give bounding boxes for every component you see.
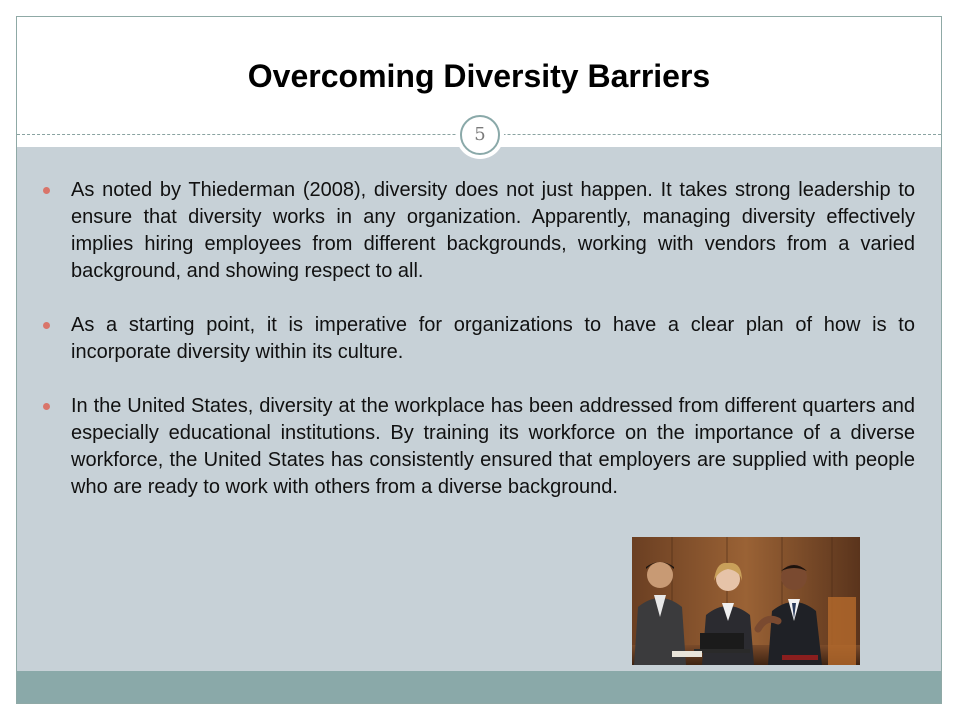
bullet-marker-icon — [43, 187, 50, 194]
page-number: 5 — [460, 115, 500, 155]
slide-title: Overcoming Diversity Barriers — [247, 58, 711, 94]
bullet-marker-icon — [43, 403, 50, 410]
slide — [16, 16, 942, 704]
bullet-item — [41, 393, 915, 501]
business-meeting-photo — [632, 537, 860, 665]
bullet-list — [41, 177, 915, 528]
page-number-badge — [456, 111, 504, 159]
bullet-marker-icon — [43, 322, 50, 329]
bullet-text: As noted by Thiederman (2008), diversity does not just happen. It takes strong leadership to ensure that diversity works in any organization. Apparently, managing diversity effectively implies hiring employees from different backgrounds, working with vendors from a varied background, and showing respect to all. — [71, 179, 915, 282]
bullet-text: In the United States, diversity at the workplace has been addressed from different quarters and especially educational institutions. By training its workforce on the importance of a diverse workforce, the United States has consistently ensured that employers are supplied with people who are ready to work with others from a diverse background. — [71, 395, 915, 498]
bullet-item — [41, 177, 915, 285]
bullet-item — [41, 312, 915, 366]
footer-band — [17, 671, 941, 704]
bullet-text: As a starting point, it is imperative for organizations to have a clear plan of how is to incorporate diversity within its culture. — [71, 314, 915, 363]
